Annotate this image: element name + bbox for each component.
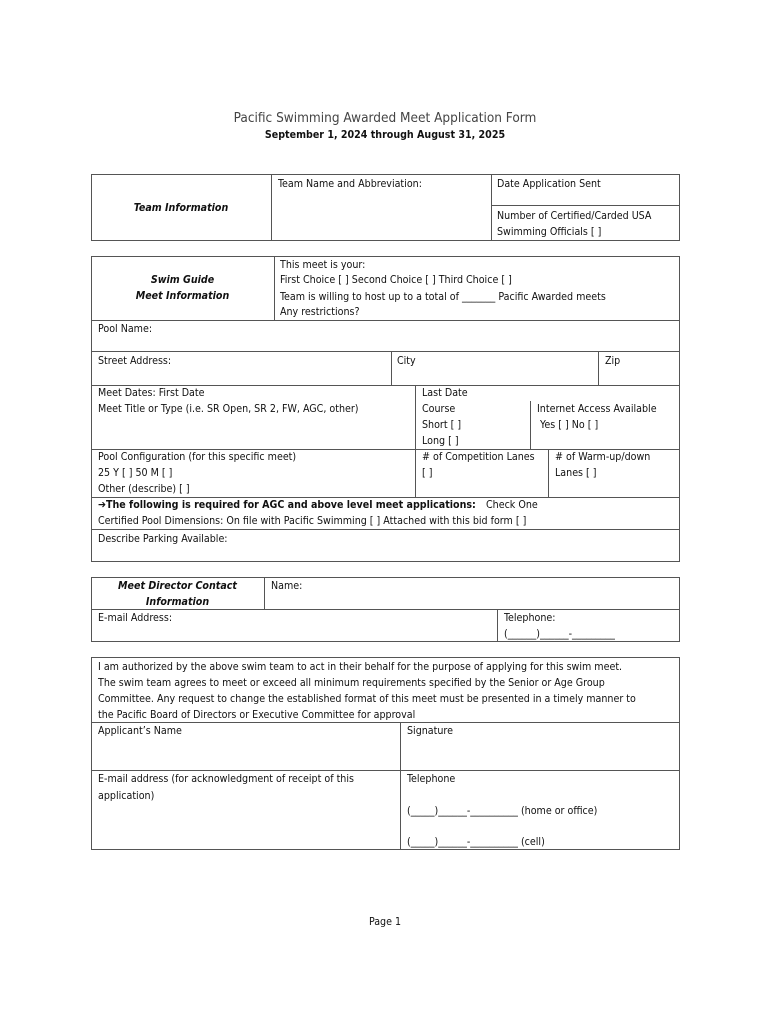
auth-line-2: The swim team agrees to meet or exceed all minimum requirements specified by the Senior or Age Group: [98, 677, 605, 689]
last-date-field[interactable]: Last Date: [422, 387, 468, 399]
certified-dims-checkboxes[interactable]: Certified Pool Dimensions: On file with Pacific Swimming [ ] Attached with this bid form [ ]: [98, 515, 527, 527]
warmup-lanes-label: # of Warm-up/down: [555, 451, 651, 463]
first-date-field[interactable]: Meet Dates: First Date: [98, 387, 205, 399]
meet-title-field[interactable]: Meet Title or Type (i.e. SR Open, SR 2, FW, AGC, other): [98, 403, 359, 415]
course-short-checkbox[interactable]: Short [ ]: [422, 419, 462, 431]
internet-checkboxes[interactable]: Yes [ ] No [ ]: [540, 419, 599, 431]
comp-lanes-field[interactable]: [ ]: [422, 467, 433, 479]
auth-line-3: Committee. Any request to change the established format of this meet must be presented in a timely manner to: [98, 693, 636, 705]
officials-count-field[interactable]: Swimming Officials [ ]: [497, 226, 602, 238]
zip-field[interactable]: Zip: [605, 355, 621, 367]
director-label: Meet Director Contact: [118, 580, 237, 592]
team-name-field[interactable]: Team Name and Abbreviation:: [278, 178, 422, 190]
applicant-name-field[interactable]: Applicant’s Name: [98, 725, 182, 737]
signature-field[interactable]: Signature: [407, 725, 453, 737]
agc-notice: ➔The following is required for AGC and above level meet applications:: [98, 499, 476, 511]
director-email-field[interactable]: E-mail Address:: [98, 612, 173, 624]
form-subtitle: September 1, 2024 through August 31, 2025: [264, 129, 506, 141]
swim-guide-label: Swim Guide: [150, 274, 215, 286]
auth-line-4: the Pacific Board of Directors or Executive Committee for approval: [98, 709, 416, 721]
host-total-field[interactable]: Team is willing to host up to a total of _______ Pacific Awarded meets: [280, 291, 606, 303]
auth-line-1: I am authorized by the above swim team to act in their behalf for the purpose of applying for this swim meet.: [98, 661, 623, 673]
pool-config-checkboxes[interactable]: 25 Y [ ] 50 M [ ]: [98, 467, 173, 479]
warmup-lanes-field[interactable]: Lanes [ ]: [555, 467, 597, 479]
ack-email-label-2: application): [98, 790, 155, 802]
meet-choice-checkboxes[interactable]: First Choice [ ] Second Choice [ ] Third Choice [ ]: [280, 274, 512, 286]
street-address-field[interactable]: Street Address:: [98, 355, 172, 367]
course-long-checkbox[interactable]: Long [ ]: [422, 435, 459, 447]
team-info-label: Team Information: [133, 202, 229, 214]
check-one-label: Check One: [486, 499, 538, 511]
restrictions-field[interactable]: Any restrictions?: [280, 306, 360, 318]
ack-email-field[interactable]: E-mail address (for acknowledgment of receipt of this: [98, 773, 354, 785]
parking-field[interactable]: Describe Parking Available:: [98, 533, 228, 545]
director-label-2: Information: [145, 596, 210, 608]
director-name-field[interactable]: Name:: [271, 580, 303, 592]
officials-label: Number of Certified/Carded USA: [497, 210, 652, 222]
phone-cell-field[interactable]: (_____)______-__________ (cell): [407, 836, 545, 848]
meet-intro: This meet is your:: [280, 259, 366, 271]
page-number: Page 1: [368, 916, 402, 928]
pool-other-checkbox[interactable]: Other (describe) [ ]: [98, 483, 190, 495]
comp-lanes-label: # of Competition Lanes: [422, 451, 535, 463]
pool-config-label: Pool Configuration (for this specific meet): [98, 451, 297, 463]
director-phone-field[interactable]: (______)______-_________: [504, 628, 615, 640]
course-label: Course: [422, 403, 456, 415]
telephone-label: Telephone: [407, 773, 456, 785]
director-phone-label: Telephone:: [504, 612, 556, 624]
date-sent-field[interactable]: Date Application Sent: [497, 178, 601, 190]
form-title: Pacific Swimming Awarded Meet Application Form: [233, 110, 537, 126]
meet-info-label: Meet Information: [135, 290, 230, 302]
pool-name-field[interactable]: Pool Name:: [98, 323, 153, 335]
internet-label: Internet Access Available: [537, 403, 657, 415]
phone-home-field[interactable]: (_____)______-__________ (home or office): [407, 805, 598, 817]
city-field[interactable]: City: [397, 355, 416, 367]
